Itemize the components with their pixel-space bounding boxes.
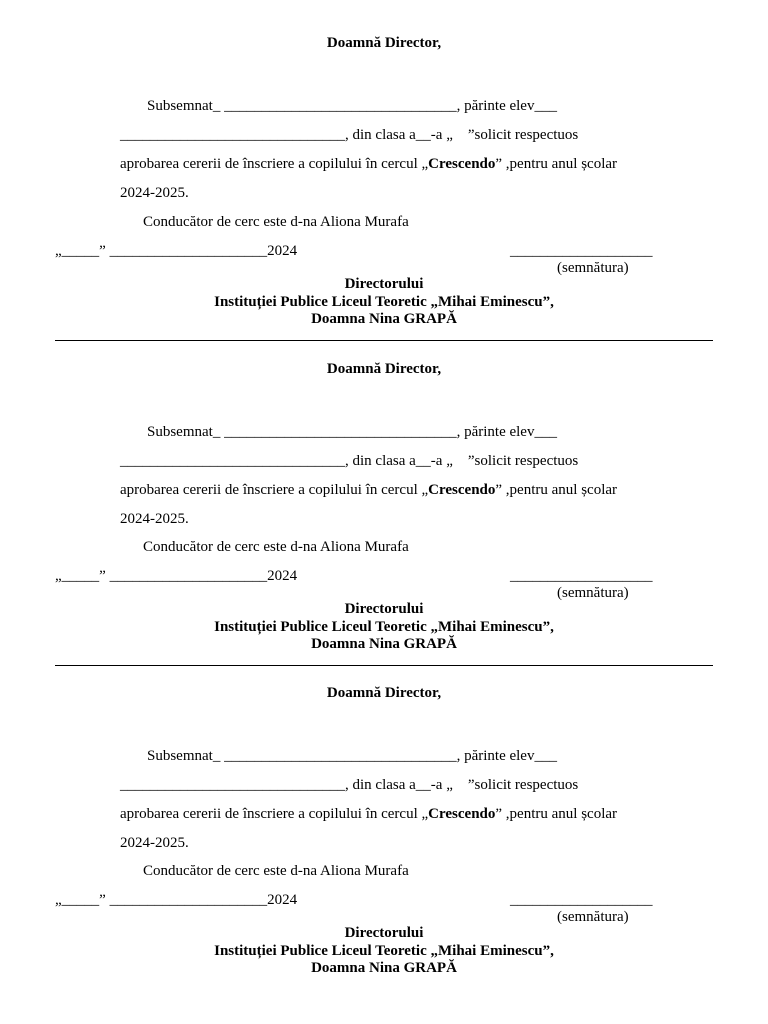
applicant-line: Subsemnat_ _______________________________, părinte elev___ [147, 98, 557, 114]
club-name: Crescendo [428, 156, 496, 172]
form-title: Doamnă Director, [326, 35, 442, 51]
signature-label: (semnătura) [557, 909, 629, 925]
form-title: Doamnă Director, [326, 361, 442, 377]
school-year: 2024-2025. [120, 185, 189, 201]
club-leader: Conducător de cerc este d-na Aliona Murafa [143, 863, 409, 879]
application-form-3 [0, 650, 768, 975]
signature-line: ___________________ [510, 243, 653, 259]
date-line: „_____” _____________________2024 [55, 568, 298, 584]
class-line: ______________________________, din clasa a__-a „ ”solicit respectuos [120, 777, 579, 793]
signature-line: ___________________ [510, 892, 653, 908]
club-leader: Conducător de cerc este d-na Aliona Murafa [143, 214, 409, 230]
addressee-title: Directorului [344, 601, 424, 617]
application-form-1 [0, 0, 768, 325]
date-line: „_____” _____________________2024 [55, 892, 298, 908]
school-year: 2024-2025. [120, 511, 189, 527]
request-text-end: ” ,pentru anul școlar [495, 156, 618, 172]
class-line: ______________________________, din clasa a__-a „ ”solicit respectuos [120, 127, 579, 143]
addressee-title: Directorului [344, 925, 424, 941]
addressee-name: Doamna Nina GRAPĂ [311, 311, 457, 327]
addressee-institution: Instituției Publice Liceul Teoretic „Mihai Eminescu”, [214, 943, 554, 959]
addressee-name: Doamna Nina GRAPĂ [311, 960, 457, 976]
applicant-line: Subsemnat_ _______________________________, părinte elev___ [147, 748, 557, 764]
signature-label: (semnătura) [557, 260, 629, 276]
form-title: Doamnă Director, [326, 685, 442, 701]
addressee-institution: Instituției Publice Liceul Teoretic „Mihai Eminescu”, [214, 619, 554, 635]
request-text: aprobarea cererii de înscriere a copilului în cercul „ [120, 806, 429, 822]
addressee-name: Doamna Nina GRAPĂ [311, 636, 457, 652]
signature-line: ___________________ [510, 568, 653, 584]
addressee-institution: Instituției Publice Liceul Teoretic „Mihai Eminescu”, [214, 294, 554, 310]
class-line: ______________________________, din clasa a__-a „ ”solicit respectuos [120, 453, 579, 469]
request-text-end: ” ,pentru anul școlar [495, 806, 618, 822]
request-text: aprobarea cererii de înscriere a copilului în cercul „ [120, 482, 429, 498]
club-name: Crescendo [428, 806, 496, 822]
request-text: aprobarea cererii de înscriere a copilului în cercul „ [120, 156, 429, 172]
club-leader: Conducător de cerc este d-na Aliona Murafa [143, 539, 409, 555]
request-text-end: ” ,pentru anul școlar [495, 482, 618, 498]
application-form-2 [0, 326, 768, 651]
date-line: „_____” _____________________2024 [55, 243, 298, 259]
request-line [120, 481, 617, 499]
request-line [120, 805, 617, 823]
school-year: 2024-2025. [120, 835, 189, 851]
applicant-line: Subsemnat_ _______________________________, părinte elev___ [147, 424, 557, 440]
club-name: Crescendo [428, 482, 496, 498]
request-line [120, 155, 617, 173]
addressee-title: Directorului [344, 276, 424, 292]
signature-label: (semnătura) [557, 585, 629, 601]
